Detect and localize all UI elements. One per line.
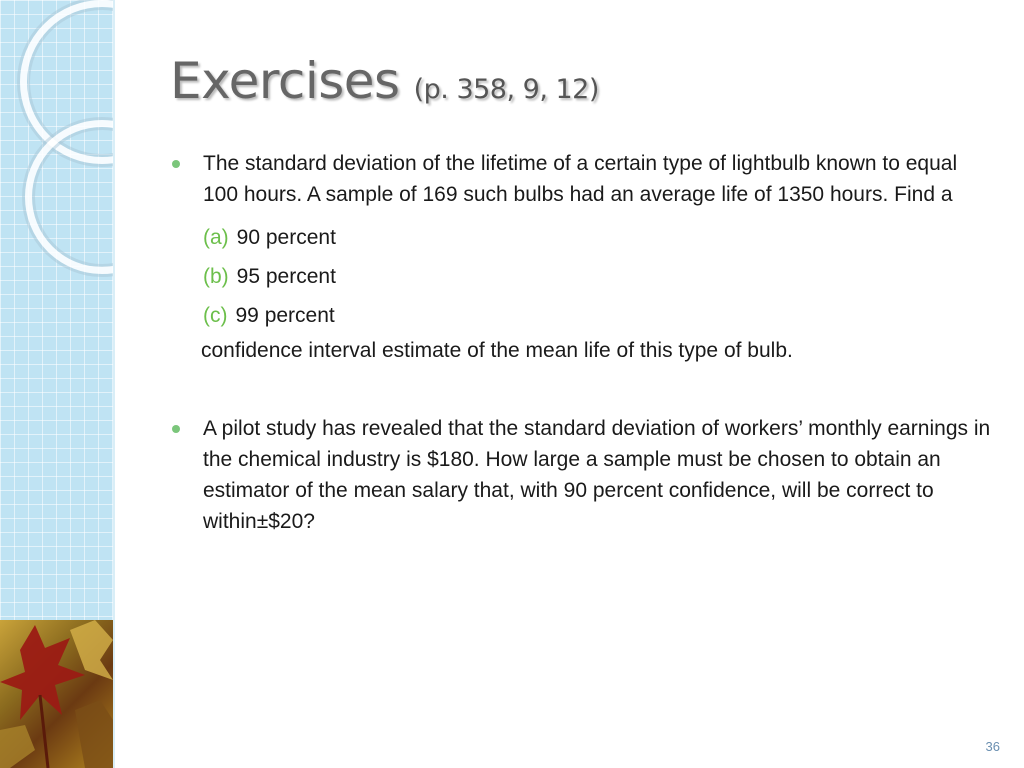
bullet-text: The standard deviation of the lifetime of a certain type of lightbulb known to equal 100 hours. A sample of 169 such bulbs had an average life of 1350 hours. Find a	[203, 152, 958, 206]
autumn-leaves-image	[0, 620, 113, 768]
sub-item-label: (b)	[203, 265, 229, 288]
sub-item-text: 90 percent	[236, 226, 336, 249]
slide-title	[170, 52, 599, 110]
sub-item	[203, 218, 992, 257]
sub-item-label: (a)	[203, 226, 229, 249]
decorative-sidebar	[0, 0, 113, 768]
sidebar-divider	[113, 0, 115, 768]
slide-content	[172, 148, 992, 537]
bullet-lightbulb-exercise	[172, 148, 992, 210]
sub-item-text: 95 percent	[236, 265, 336, 288]
slide-title-reference: (p. 358, 9, 12)	[413, 74, 599, 105]
slide-title-text: Exercises	[170, 52, 400, 110]
sub-item-list	[172, 218, 992, 335]
sub-item	[203, 257, 992, 296]
sub-item-text: 99 percent	[235, 304, 335, 327]
closing-text: confidence interval estimate of the mean life of this type of bulb.	[201, 339, 793, 362]
sub-item-label: (c)	[203, 304, 228, 327]
bullet-text: A pilot study has revealed that the standard deviation of workers’ monthly earnings in the chemical industry is $180. How large a sample must be chosen to obtain an estimator of the mean salary that, with 90 percent confidence, will be correct to within±$20?	[203, 417, 991, 533]
sub-item	[203, 296, 992, 335]
decorative-ring	[25, 120, 113, 274]
slide-number: 36	[985, 739, 1000, 754]
bullet-pilot-study-exercise	[172, 413, 992, 537]
